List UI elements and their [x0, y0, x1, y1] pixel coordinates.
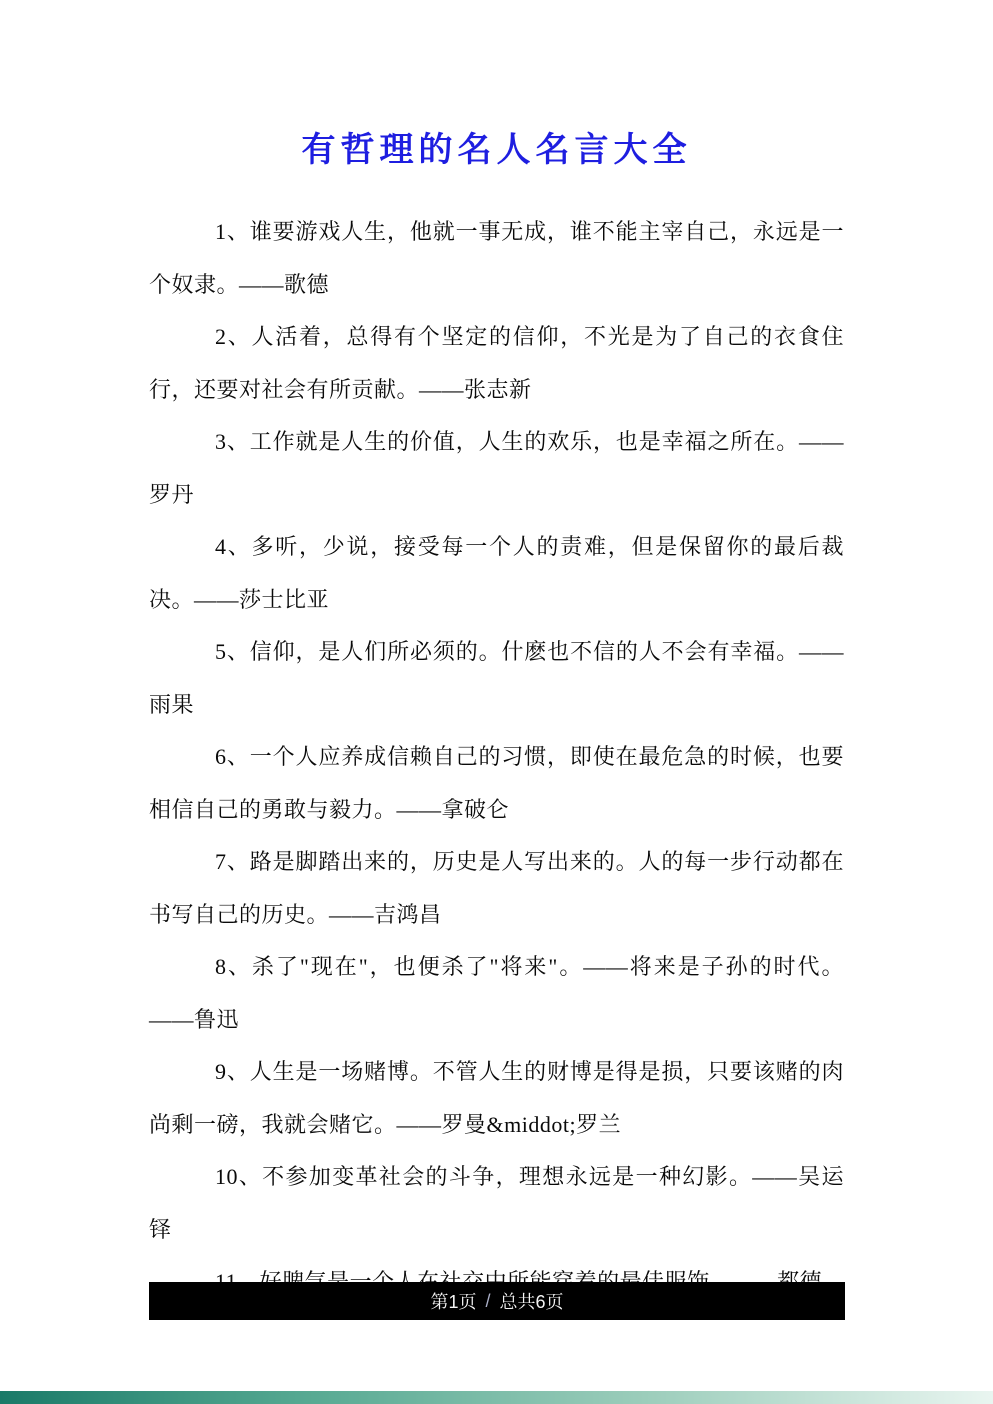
- quote-paragraph: 9、人生是一场赌博。不管人生的财博是得是损，只要该赌的肉尚剩一磅，我就会赌它。——罗曼&middot;罗兰: [149, 1059, 844, 1137]
- bottom-edge-strip: [0, 1391, 993, 1404]
- footer-separator: /: [485, 1290, 491, 1311]
- quotes-list: [149, 206, 844, 1309]
- quote-paragraph: 7、路是脚踏出来的，历史是人写出来的。人的每一步行动都在书写自己的历史。——吉鸿昌: [149, 849, 844, 927]
- footer-total-pages: 总共6页: [499, 1292, 564, 1312]
- page-footer-bar: [149, 1282, 845, 1320]
- quote-paragraph: 1、谁要游戏人生，他就一事无成，谁不能主宰自己，永远是一个奴隶。——歌德: [149, 219, 844, 297]
- page-title: 有哲理的名人名言大全: [301, 131, 692, 169]
- quote-paragraph: 4、多听，少说，接受每一个人的责难，但是保留你的最后裁决。——莎士比亚: [149, 534, 844, 612]
- quote-paragraph: 2、人活着，总得有个坚定的信仰，不光是为了自己的衣食住行，还要对社会有所贡献。——张志新: [149, 324, 844, 402]
- footer-current-page: 第1页: [430, 1292, 477, 1312]
- quote-paragraph: 6、一个人应养成信赖自己的习惯，即使在最危急的时候，也要相信自己的勇敢与毅力。——拿破仑: [149, 744, 844, 822]
- quote-paragraph: 3、工作就是人生的价值，人生的欢乐，也是幸福之所在。——罗丹: [149, 429, 844, 507]
- quote-paragraph: 10、不参加变革社会的斗争，理想永远是一种幻影。——吴运铎: [149, 1164, 844, 1242]
- quote-paragraph: 8、杀了"现在"，也便杀了"将来"。——将来是子孙的时代。——鲁迅: [149, 954, 844, 1032]
- quote-paragraph: 5、信仰，是人们所必须的。什麽也不信的人不会有幸福。——雨果: [149, 639, 844, 717]
